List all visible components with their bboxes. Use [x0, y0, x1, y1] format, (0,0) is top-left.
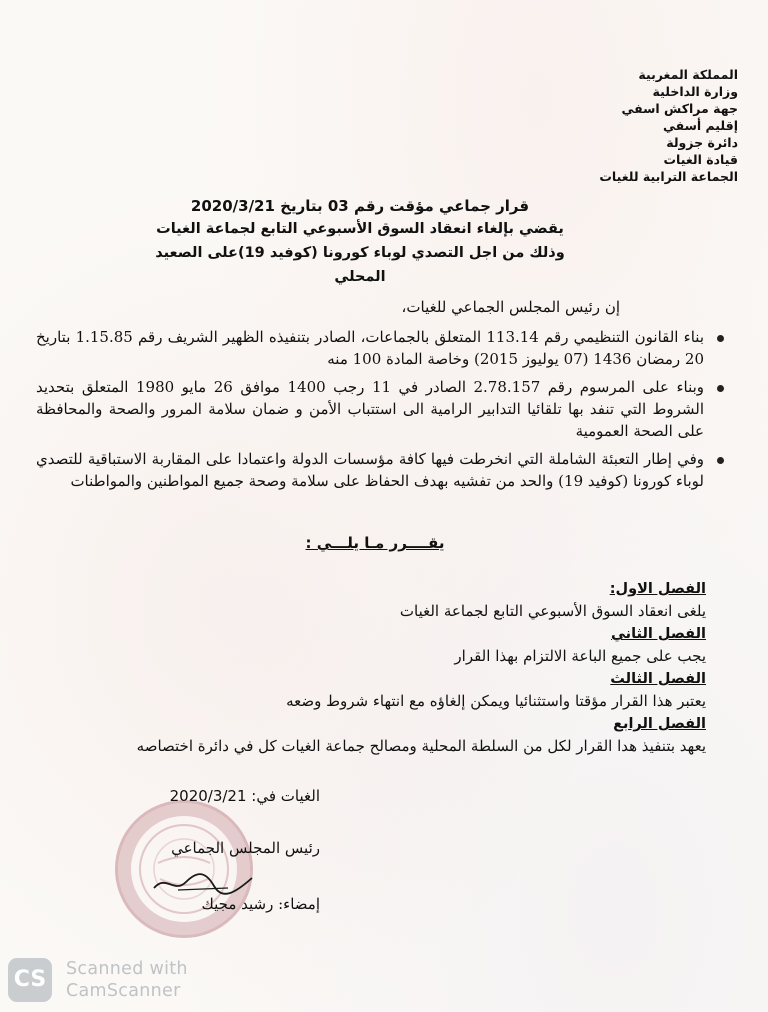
preamble-clauses	[36, 326, 726, 498]
decision-heading: يقــــرر مـا يلـــي :	[305, 534, 445, 552]
preamble-clause	[36, 326, 726, 370]
watermark-line: Scanned with	[66, 959, 188, 979]
chapter-body: يجب على جميع الباعة الالتزام بهذا القرار	[454, 647, 706, 665]
camscanner-watermark	[8, 958, 208, 1004]
camscanner-logo-icon: CS	[8, 958, 52, 1002]
intro-text: إن رئيس المجلس الجماعي للغيات،	[401, 298, 620, 316]
chapter-title: الفصل الثاني	[610, 626, 706, 642]
letterhead-line: المملكة المغربية	[638, 67, 738, 82]
decree-title-line: قرار جماعي مؤقت رقم 03 بتاريخ 2020/3/21	[190, 197, 530, 215]
clause-text: وفي إطار التعبئة الشاملة التي انخرطت فيها كافة مؤسسات الدولة واعتمادا على المقاربة الاستباقية للتصدي لوباء كورونا (كوفيد 19) والحد من تفشيه بهدف الحفاظ على سلامة وصحة جميع المواطنين والمواطنات	[36, 450, 704, 490]
letterhead	[568, 66, 738, 185]
bullet-icon	[717, 385, 724, 392]
letterhead-line: وزارة الداخلية	[652, 84, 738, 99]
clause-text: وبناء على المرسوم رقم 2.78.157 الصادر في 11 رجب 1400 موافق 26 مايو 1980 المتعلق بتحديد الشروط التي تنفد بها تلقائيا التدابير الرامية الى استتباب الأمن و ضمان سلامة المرور والصحة والمحافظة على الصحة العمومية	[36, 378, 705, 440]
decree-purpose-line: وذلك من اجل التصدي لوباء كورونا (كوفيد 19)على الصعيد المحلي	[155, 245, 565, 285]
handwritten-signature-icon	[148, 868, 258, 898]
preamble-clause	[36, 376, 726, 442]
decree-subject-line: يقضي بإلغاء انعقاد السوق الأسبوعي التابع لجماعة الغيات	[156, 221, 564, 237]
letterhead-line: إقليم أسفي	[662, 118, 738, 133]
preamble-clause	[36, 448, 726, 492]
signoff-date: الغيات في: 2020/3/21	[169, 787, 320, 805]
signoff-signature-line: إمضاء: رشيد مجيك	[201, 895, 320, 913]
chapter-body: يعتبر هذا القرار مؤقتا واستثنائيا ويمكن إلغاؤه مع انتهاء شروط وضعه	[286, 692, 706, 710]
chapter-title: الفصل الاول:	[609, 581, 706, 597]
signoff-block	[100, 784, 320, 913]
letterhead-line: جهة مراكش اسفي	[621, 101, 738, 116]
watermark-line: CamScanner	[66, 981, 181, 1001]
clause-text: بناء القانون التنظيمي رقم 113.14 المتعلق بالجماعات، الصادر بتنفيذه الظهير الشريف رقم 1.15.85 بتاريخ 20 رمضان 1436 (07 يوليوز 2015) وخاصة المادة 100 منه	[36, 328, 704, 368]
letterhead-line: دائرة جزولة	[666, 135, 738, 150]
letterhead-line: الجماعة الترابية للغيات	[599, 169, 738, 184]
chapter-title: الفصل الرابع	[613, 716, 706, 732]
chapter-body: يعهد بتنفيذ هدا القرار لكل من السلطة المحلية ومصالح جماعة الغيات كل في دائرة اختصاصه	[136, 737, 706, 755]
bullet-icon	[717, 457, 724, 464]
bullet-icon	[717, 335, 724, 342]
chapters	[40, 578, 706, 758]
signoff-title: رئيس المجلس الجماعي	[171, 839, 320, 857]
letterhead-line: قيادة الغيات	[663, 152, 738, 167]
watermark-text	[66, 958, 226, 1002]
decree-title	[140, 196, 580, 289]
chapter-title: الفصل الثالث	[610, 671, 706, 687]
chapter-body: يلغى انعقاد السوق الأسبوعي التابع لجماعة الغيات	[399, 602, 706, 620]
